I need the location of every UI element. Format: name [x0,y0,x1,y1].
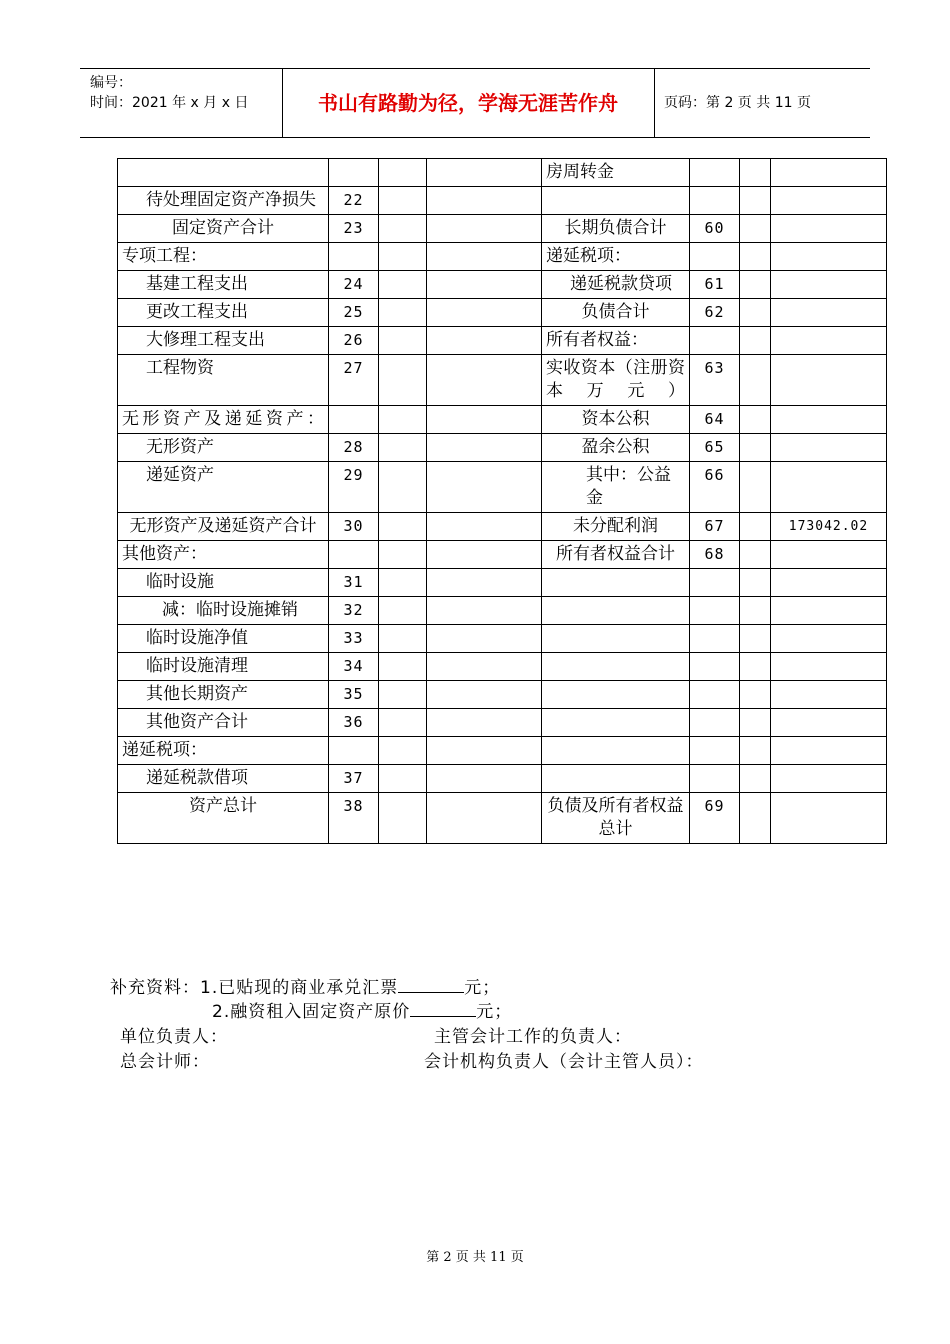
balance-sheet-body [118,159,887,844]
asset-beginning-cell [379,159,427,187]
asset-line-number-cell [329,737,379,765]
liability-label-cell [542,737,690,765]
liability-ending-cell [771,765,887,793]
liability-line-number-cell [690,597,740,625]
liability-label-cell: 其中：公益金 [542,462,690,513]
liability-ending-cell [771,709,887,737]
accounting-org-head-label: 会计机构负责人（会计主管人员）： [424,1052,704,1072]
liability-label-cell [542,653,690,681]
liability-line-number-cell: 68 [690,541,740,569]
liability-beginning-cell [740,187,771,215]
header-page-info: 页码：第 2 页 共 11 页 [664,95,811,111]
liability-ending-cell [771,187,887,215]
table-row [118,569,887,597]
asset-ending-cell [427,541,542,569]
liability-beginning-cell [740,299,771,327]
liability-line-number-cell: 63 [690,355,740,406]
liability-label-cell [542,765,690,793]
asset-beginning-cell [379,215,427,243]
asset-ending-cell [427,625,542,653]
asset-beginning-cell [379,462,427,513]
asset-beginning-cell [379,597,427,625]
liability-ending-cell [771,406,887,434]
table-row [118,765,887,793]
asset-ending-cell [427,159,542,187]
liability-label-cell [542,597,690,625]
liability-beginning-cell [740,434,771,462]
table-row [118,541,887,569]
liability-beginning-cell [740,355,771,406]
liability-line-number-cell: 66 [690,462,740,513]
liability-line-number-cell [690,681,740,709]
asset-beginning-cell [379,299,427,327]
liability-ending-cell [771,299,887,327]
table-row [118,597,887,625]
liability-label-cell: 负债及所有者权益总计 [542,793,690,844]
asset-beginning-cell [379,625,427,653]
asset-ending-cell [427,681,542,709]
liability-beginning-cell [740,159,771,187]
asset-ending-cell [427,271,542,299]
asset-line-number-cell: 35 [329,681,379,709]
asset-label-cell: 其他长期资产 [118,681,329,709]
asset-beginning-cell [379,271,427,299]
liability-label-cell: 所有者权益合计 [542,541,690,569]
liability-line-number-cell: 65 [690,434,740,462]
asset-label-cell: 更改工程支出 [118,299,329,327]
asset-ending-cell [427,462,542,513]
liability-beginning-cell [740,793,771,844]
liability-line-number-cell [690,243,740,271]
asset-ending-cell [427,187,542,215]
asset-ending-cell [427,737,542,765]
liability-line-number-cell [690,625,740,653]
asset-beginning-cell [379,709,427,737]
table-row [118,625,887,653]
liability-beginning-cell [740,541,771,569]
table-row [118,681,887,709]
asset-label-cell: 临时设施净值 [118,625,329,653]
liability-beginning-cell [740,681,771,709]
asset-line-number-cell: 24 [329,271,379,299]
liability-label-cell [542,625,690,653]
asset-line-number-cell: 37 [329,765,379,793]
liability-label-cell [542,681,690,709]
asset-ending-cell [427,355,542,406]
asset-line-number-cell: 30 [329,513,379,541]
asset-label-cell: 其他资产： [118,541,329,569]
asset-label-cell: 递延税项： [118,737,329,765]
asset-line-number-cell: 38 [329,793,379,844]
supplementary-note-2 [212,1000,512,1024]
asset-ending-cell [427,653,542,681]
liability-line-number-cell: 69 [690,793,740,844]
asset-ending-cell [427,513,542,541]
liability-beginning-cell [740,406,771,434]
liability-line-number-cell: 60 [690,215,740,243]
liability-beginning-cell [740,653,771,681]
liability-beginning-cell [740,327,771,355]
liability-label-cell: 房周转金 [542,159,690,187]
liability-beginning-cell [740,709,771,737]
header-left-cell [80,69,283,137]
chief-accountant-label: 总会计师： [120,1052,210,1072]
asset-beginning-cell [379,327,427,355]
asset-beginning-cell [379,513,427,541]
asset-label-cell: 无形资产 [118,434,329,462]
asset-ending-cell [427,243,542,271]
asset-line-number-cell: 31 [329,569,379,597]
liability-label-cell: 资本公积 [542,406,690,434]
liability-line-number-cell [690,569,740,597]
table-row [118,187,887,215]
asset-beginning-cell [379,355,427,406]
table-row [118,793,887,844]
asset-label-cell: 临时设施清理 [118,653,329,681]
asset-ending-cell [427,793,542,844]
liability-line-number-cell [690,653,740,681]
asset-label-cell: 工程物资 [118,355,329,406]
liability-label-cell: 盈余公积 [542,434,690,462]
balance-sheet-table [117,158,887,844]
table-row [118,462,887,513]
asset-ending-cell [427,215,542,243]
asset-label-cell: 无形资产及递延资产： [118,406,329,434]
liability-ending-cell [771,355,887,406]
asset-ending-cell [427,709,542,737]
liability-label-cell: 实收资本（注册资本万元） [542,355,690,406]
asset-label-cell: 基建工程支出 [118,271,329,299]
asset-label-cell: 递延资产 [118,462,329,513]
liability-line-number-cell: 62 [690,299,740,327]
liability-ending-cell [771,653,887,681]
asset-line-number-cell: 26 [329,327,379,355]
liability-ending-cell [771,737,887,765]
liability-line-number-cell: 67 [690,513,740,541]
liability-label-cell: 长期负债合计 [542,215,690,243]
liability-ending-cell [771,271,887,299]
liability-ending-cell [771,681,887,709]
asset-ending-cell [427,406,542,434]
asset-line-number-cell: 29 [329,462,379,513]
asset-label-cell: 专项工程： [118,243,329,271]
asset-line-number-cell: 32 [329,597,379,625]
table-row [118,709,887,737]
asset-label-cell [118,159,329,187]
asset-beginning-cell [379,737,427,765]
table-row [118,355,887,406]
liability-beginning-cell [740,765,771,793]
liability-ending-cell [771,597,887,625]
asset-label-cell: 减：临时设施摊销 [118,597,329,625]
liability-ending-cell [771,327,887,355]
table-row [118,215,887,243]
document-date: 时间：2021 年 x 月 x 日 [90,95,249,111]
asset-beginning-cell [379,653,427,681]
asset-line-number-cell [329,406,379,434]
table-row [118,271,887,299]
page-footer: 第 2 页 共 11 页 [426,1250,524,1265]
table-row [118,243,887,271]
asset-label-cell: 大修理工程支出 [118,327,329,355]
table-row [118,327,887,355]
asset-label-cell: 其他资产合计 [118,709,329,737]
table-row [118,653,887,681]
liability-line-number-cell [690,765,740,793]
asset-line-number-cell [329,541,379,569]
liability-ending-cell [771,462,887,513]
asset-ending-cell [427,569,542,597]
unit-head-label: 单位负责人： [120,1027,228,1047]
liability-beginning-cell [740,243,771,271]
liability-ending-cell [771,243,887,271]
liability-label-cell: 负债合计 [542,299,690,327]
liability-label-cell [542,709,690,737]
asset-beginning-cell [379,793,427,844]
liability-ending-cell [771,625,887,653]
liability-ending-cell [771,541,887,569]
liability-line-number-cell [690,159,740,187]
asset-line-number-cell: 22 [329,187,379,215]
liability-line-number-cell: 64 [690,406,740,434]
document-number-label: 编号： [90,75,132,91]
liability-ending-cell [771,793,887,844]
note-2-unit: 元； [476,1002,513,1022]
liability-line-number-cell [690,187,740,215]
liability-beginning-cell [740,215,771,243]
asset-label-cell: 临时设施 [118,569,329,597]
liability-ending-cell [771,215,887,243]
liability-label-cell: 递延税款贷项 [542,271,690,299]
liability-beginning-cell [740,462,771,513]
liability-line-number-cell [690,709,740,737]
asset-line-number-cell: 23 [329,215,379,243]
asset-beginning-cell [379,187,427,215]
asset-beginning-cell [379,681,427,709]
asset-line-number-cell [329,159,379,187]
asset-ending-cell [427,299,542,327]
asset-label-cell: 无形资产及递延资产合计 [118,513,329,541]
page-header [80,68,870,138]
liability-beginning-cell [740,597,771,625]
note-2-blank [410,1002,476,1017]
liability-line-number-cell: 61 [690,271,740,299]
asset-line-number-cell [329,243,379,271]
liability-ending-cell [771,434,887,462]
asset-ending-cell [427,597,542,625]
liability-label-cell [542,569,690,597]
asset-label-cell: 固定资产合计 [118,215,329,243]
liability-line-number-cell [690,327,740,355]
supplementary-note-1-text: 补充资料：1.已贴现的商业承兑汇票 [110,978,399,998]
asset-label-cell: 递延税款借项 [118,765,329,793]
asset-beginning-cell [379,406,427,434]
table-row [118,434,887,462]
liability-line-number-cell [690,737,740,765]
table-row [118,159,887,187]
asset-beginning-cell [379,434,427,462]
asset-label-cell: 待处理固定资产净损失 [118,187,329,215]
note-1-blank [398,978,464,993]
supplementary-note-2-text: 2.融资租入固定资产原价 [212,1002,411,1022]
liability-ending-cell [771,569,887,597]
liability-ending-cell: 173042.02 [771,513,887,541]
asset-line-number-cell: 25 [329,299,379,327]
liability-beginning-cell [740,625,771,653]
liability-beginning-cell [740,513,771,541]
asset-beginning-cell [379,541,427,569]
asset-beginning-cell [379,243,427,271]
liability-label-cell: 递延税项： [542,243,690,271]
liability-label-cell: 所有者权益： [542,327,690,355]
table-row [118,737,887,765]
accounting-head-label: 主管会计工作的负责人： [434,1027,632,1047]
table-row [118,513,887,541]
table-row [118,406,887,434]
asset-beginning-cell [379,569,427,597]
liability-beginning-cell [740,737,771,765]
supplementary-note-1 [110,976,500,1000]
header-motto: 书山有路勤为径，学海无涯苦作舟 [282,69,655,137]
asset-line-number-cell: 36 [329,709,379,737]
table-row [118,299,887,327]
liability-label-cell: 未分配利润 [542,513,690,541]
asset-line-number-cell: 27 [329,355,379,406]
asset-label-cell: 资产总计 [118,793,329,844]
note-1-unit: 元； [464,978,501,998]
asset-line-number-cell: 34 [329,653,379,681]
asset-ending-cell [427,434,542,462]
asset-beginning-cell [379,765,427,793]
asset-ending-cell [427,327,542,355]
asset-line-number-cell: 33 [329,625,379,653]
liability-beginning-cell [740,569,771,597]
asset-ending-cell [427,765,542,793]
liability-beginning-cell [740,271,771,299]
liability-ending-cell [771,159,887,187]
liability-label-cell [542,187,690,215]
asset-line-number-cell: 28 [329,434,379,462]
